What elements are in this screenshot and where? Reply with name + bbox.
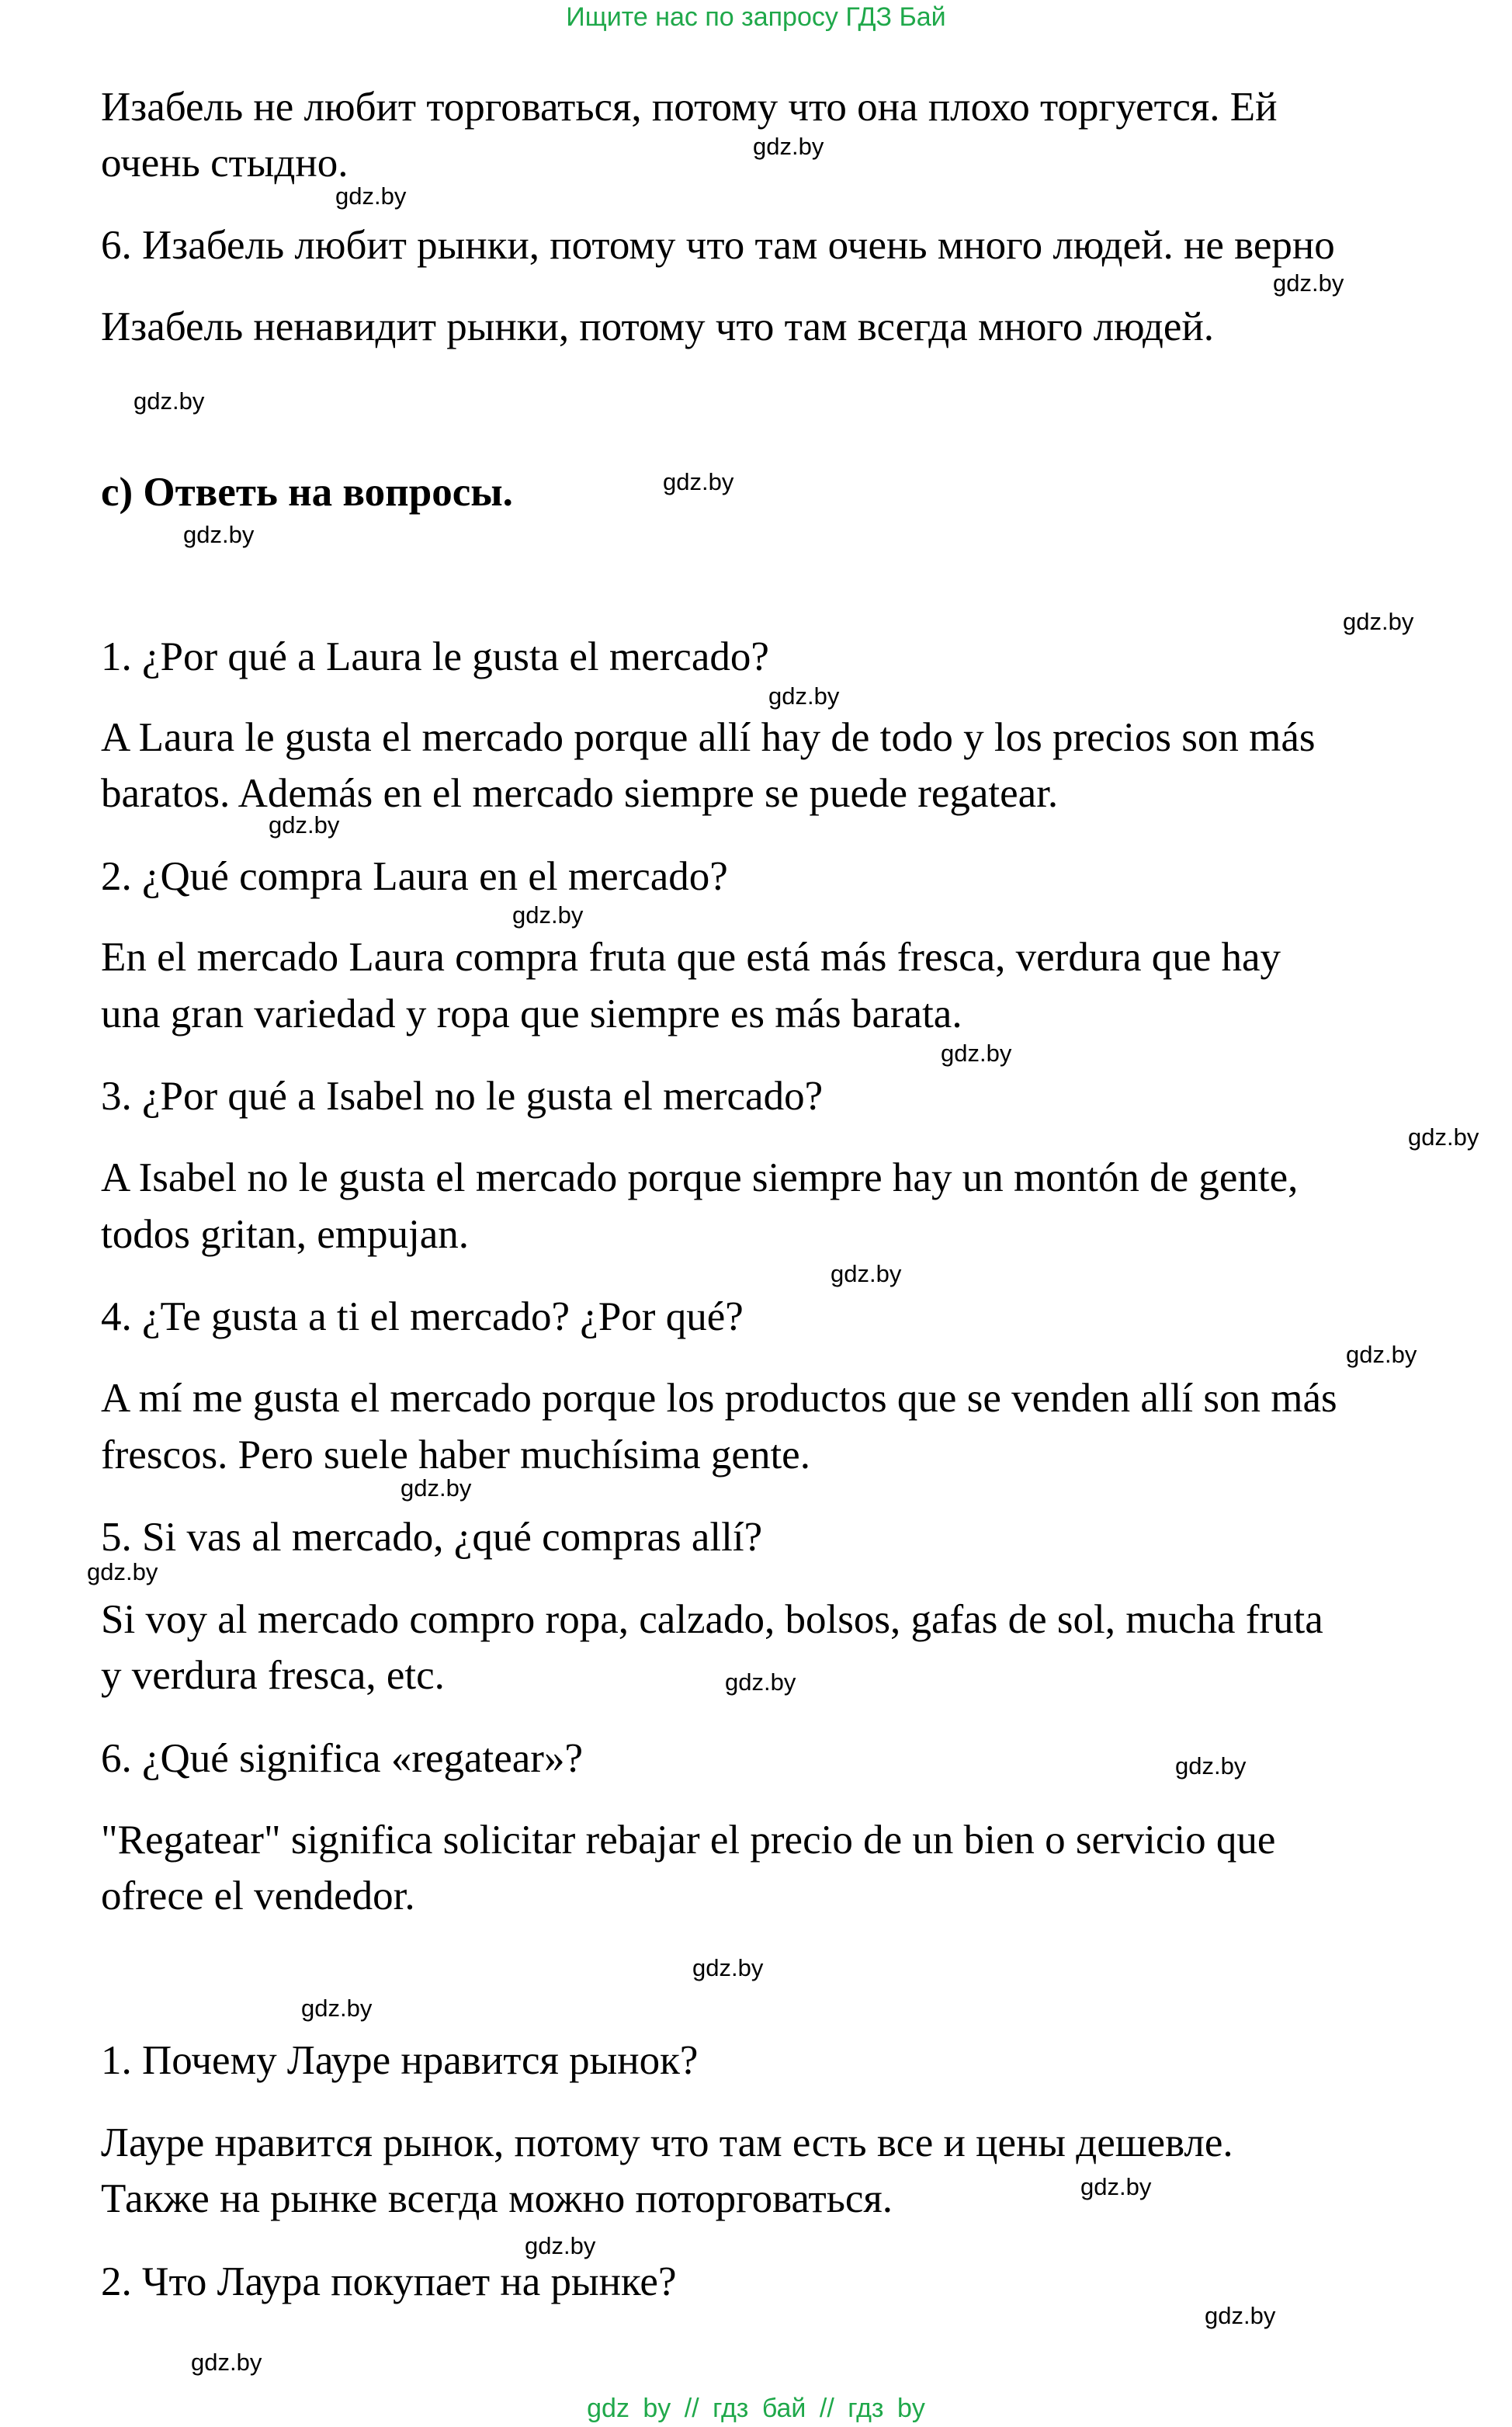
watermark: gdz.by xyxy=(335,182,407,210)
watermark: gdz.by xyxy=(663,468,734,495)
answer-2-line-2: una gran variedad y ropa que siempre es más barata. xyxy=(101,991,962,1036)
watermark: gdz.by xyxy=(1346,1341,1417,1368)
answer-5-line-2: y verdura fresca, etc. xyxy=(101,1653,445,1698)
watermark: gdz.by xyxy=(1080,2173,1152,2200)
watermark: gdz.by xyxy=(134,387,205,415)
answer-5-line-1: Si voy al mercado compro ropa, calzado, bolsos, gafas de sol, mucha fruta xyxy=(101,1597,1323,1642)
watermark: gdz.by xyxy=(269,811,340,839)
answer-3-line-1: A Isabel no le gusta el mercado porque siempre hay un montón de gente, xyxy=(101,1155,1299,1200)
answer-1-line-1: A Laura le gusta el mercado porque allí hay de todo y los precios son más xyxy=(101,715,1316,760)
text-line: Изабель не любит торговаться, потому что она плохо торгуется. Ей xyxy=(101,85,1278,130)
watermark: gdz.by xyxy=(183,521,255,548)
text-line: очень стыдно. xyxy=(101,141,349,186)
watermark: gdz.by xyxy=(831,1260,902,1287)
question-4: 4. ¿Te gusta a ti el mercado? ¿Por qué? xyxy=(101,1294,744,1339)
answer-4-line-1: A mí me gusta el mercado porque los productos que se venden allí son más xyxy=(101,1376,1337,1421)
section-heading: c) Ответь на вопросы. xyxy=(101,470,513,515)
watermark: gdz.by xyxy=(1205,2302,1276,2329)
footer-links: gdz by // гдз бай // гдз by xyxy=(587,2394,925,2423)
watermark: gdz.by xyxy=(191,2349,262,2376)
question-1-translation: 1. Почему Лауре нравится рынок? xyxy=(101,2038,699,2083)
question-5: 5. Si vas al mercado, ¿qué compras allí? xyxy=(101,1515,763,1560)
watermark: gdz.by xyxy=(401,1474,472,1502)
answer-4-line-2: frescos. Pero suele haber muchísima gente. xyxy=(101,1432,810,1477)
text-line: 6. Изабель любит рынки, потому что там очень много людей. не верно xyxy=(101,223,1335,268)
answer-1-translation-line-2: Также на рынке всегда можно поторговаться. xyxy=(101,2176,893,2221)
watermark: gdz.by xyxy=(301,1995,373,2022)
watermark: gdz.by xyxy=(1343,608,1414,635)
search-hint-banner: Ищите нас по запросу ГДЗ Бай xyxy=(566,2,946,32)
question-3: 3. ¿Por qué a Isabel no le gusta el mercado? xyxy=(101,1074,824,1119)
answer-6-line-2: ofrece el vendedor. xyxy=(101,1873,415,1918)
answer-1-line-2: baratos. Además en el mercado siempre se puede regatear. xyxy=(101,771,1059,816)
answer-1-translation-line-1: Лауре нравится рынок, потому что там есть все и цены дешевле. xyxy=(101,2120,1233,2165)
question-6: 6. ¿Qué significa «regatear»? xyxy=(101,1736,583,1781)
watermark: gdz.by xyxy=(1408,1123,1479,1151)
watermark: gdz.by xyxy=(512,901,584,929)
watermark: gdz.by xyxy=(87,1558,158,1585)
answer-3-line-2: todos gritan, empujan. xyxy=(101,1212,469,1257)
question-2-translation: 2. Что Лаура покупает на рынке? xyxy=(101,2259,677,2304)
question-2: 2. ¿Qué compra Laura en el mercado? xyxy=(101,854,728,899)
watermark: gdz.by xyxy=(1175,1752,1247,1779)
text-line: Изабель ненавидит рынки, потому что там всегда много людей. xyxy=(101,304,1215,349)
watermark: gdz.by xyxy=(1273,269,1344,297)
watermark: gdz.by xyxy=(753,133,824,160)
question-1: 1. ¿Por qué a Laura le gusta el mercado? xyxy=(101,634,769,679)
watermark: gdz.by xyxy=(692,1954,764,1981)
answer-6-line-1: "Regatear" significa solicitar rebajar el precio de un bien o servicio que xyxy=(101,1818,1276,1863)
watermark: gdz.by xyxy=(941,1040,1012,1067)
watermark: gdz.by xyxy=(768,682,840,710)
answer-2-line-1: En el mercado Laura compra fruta que está más fresca, verdura que hay xyxy=(101,935,1281,980)
watermark: gdz.by xyxy=(525,2232,596,2259)
watermark: gdz.by xyxy=(725,1668,796,1696)
